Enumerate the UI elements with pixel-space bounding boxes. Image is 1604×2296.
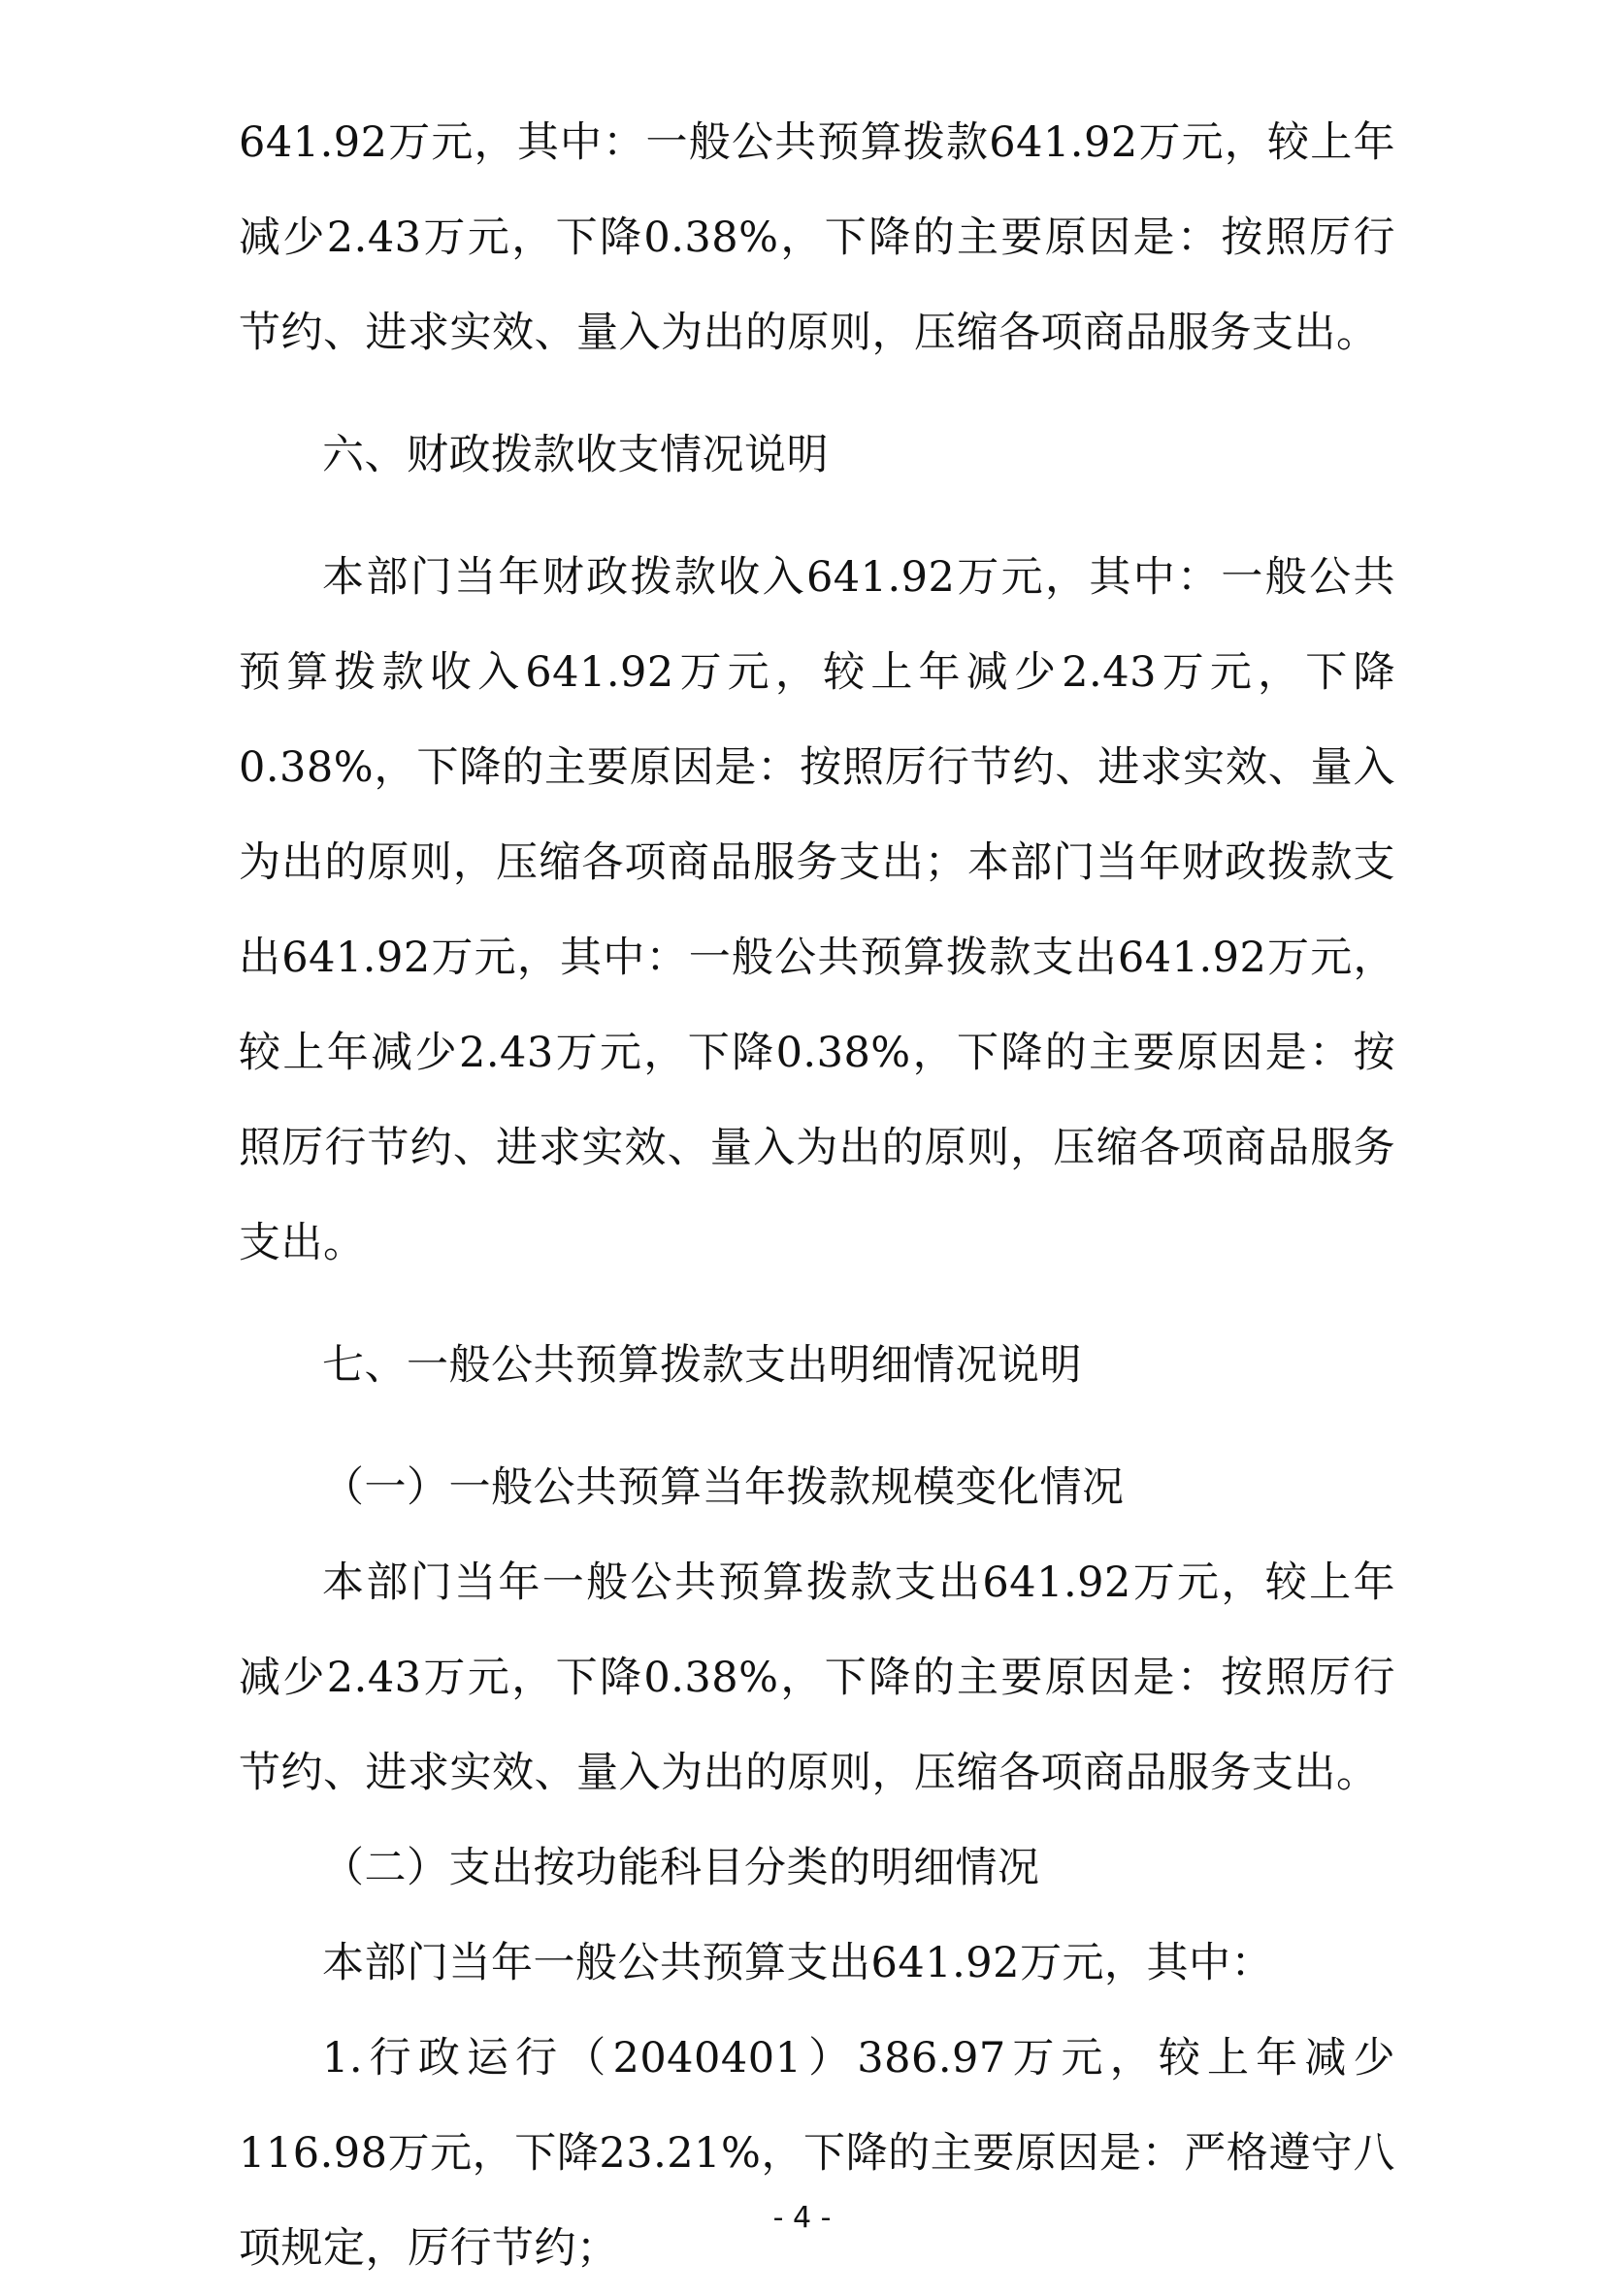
spacer bbox=[239, 503, 1395, 530]
paragraph-scale-change: 本部门当年一般公共预算拨款支出641.92万元，较上年减少2.43万元，下降0.38%，下降的主要原因是：按照厉行节约、进求实效、量入为出的原则，压缩各项商品服务支出。 bbox=[239, 1558, 1395, 1797]
spacer bbox=[239, 380, 1395, 408]
spacer bbox=[239, 1291, 1395, 1318]
subsection-heading-two: （二）支出按功能科目分类的明细情况 bbox=[322, 1844, 1040, 1892]
spacer bbox=[239, 1413, 1395, 1440]
page-number: - 4 - bbox=[772, 2201, 832, 2235]
section-heading-seven: 七、一般公共预算拨款支出明细情况说明 bbox=[322, 1341, 1082, 1390]
paragraph-expense-total: 本部门当年一般公共预算支出641.92万元，其中： bbox=[322, 1939, 1273, 1987]
section-heading-six: 六、财政拨款收支情况说明 bbox=[322, 431, 829, 479]
paragraph-continued: 641.92万元，其中：一般公共预算拨款641.92万元，较上年减少2.43万元，下降0.38%，下降的主要原因是：按照厉行节约、进求实效、量入为出的原则，压缩各项商品服务支出。 bbox=[239, 118, 1395, 357]
document-body bbox=[239, 95, 1395, 2296]
paragraph-item-admin-operation: 1.行政运行（2040401）386.97万元，较上年减少116.98万元，下降23.21%，下降的主要原因是：严格遵守八项规定，厉行节约； bbox=[239, 2034, 1395, 2273]
paragraph-fiscal-income-expense: 本部门当年财政拨款收入641.92万元，其中：一般公共预算拨款收入641.92万元，较上年减少2.43万元，下降0.38%，下降的主要原因是：按照厉行节约、进求实效、量入为出的原则，压缩各项商品服务支出；本部门当年财政拨款支出641.92万元，其中：一般公共预算拨款支出641.92万元，较上年减少2.43万元，下降0.38%，下降的主要原因是：按照厉行节约、进求实效、量入为出的原则，压缩各项商品服务支出。 bbox=[239, 553, 1395, 1267]
subsection-heading-one: （一）一般公共预算当年拨款规模变化情况 bbox=[322, 1463, 1125, 1512]
